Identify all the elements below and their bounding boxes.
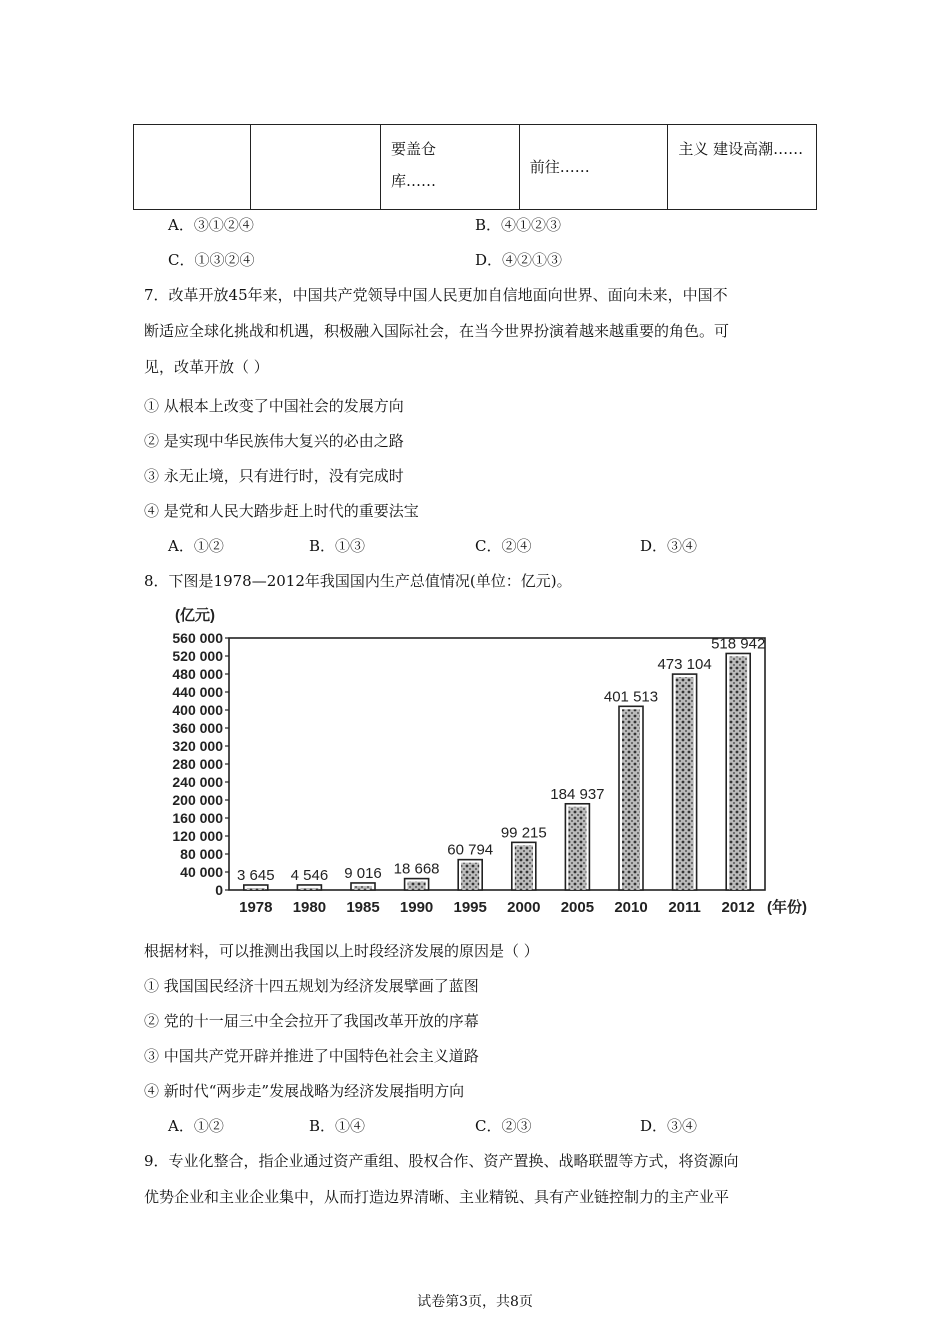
q9-line-2: 优势企业和主业企业集中，从而打造边界清晰、主业精锐、具有产业链控制力的主产业平 xyxy=(144,1188,730,1206)
q7-item-1: ① 从根本上改变了中国社会的发展方向 xyxy=(144,397,404,415)
x-tick-label: 2010 xyxy=(614,899,648,916)
y-tick-label: 120 000 xyxy=(172,828,223,844)
bar xyxy=(300,888,318,890)
q7-option-a[interactable]: A．①② xyxy=(168,537,224,555)
q7-item-2: ② 是实现中华民族伟大复兴的必由之路 xyxy=(144,432,404,450)
x-tick-label: 2012 xyxy=(721,899,755,916)
x-tick-label: 1985 xyxy=(346,899,380,916)
y-tick-label: 560 000 xyxy=(172,630,223,646)
q8-item-3: ③ 中国共产党开辟并推进了中国特色社会主义道路 xyxy=(144,1047,479,1065)
bar-value-label: 518 942 xyxy=(711,635,766,653)
bar xyxy=(408,882,426,890)
x-tick-label: 1980 xyxy=(292,899,327,916)
q6-option-d[interactable]: D．④②①③ xyxy=(475,251,563,269)
x-tick-label: 1995 xyxy=(453,899,487,916)
q9-line-1: 9．专业化整合，指企业通过资产重组、股权合作、资产置换、战略联盟等方式，将资源向 xyxy=(144,1152,739,1170)
bar xyxy=(568,807,586,890)
y-tick-label: 80 000 xyxy=(180,846,223,862)
q8-item-2: ② 党的十一届三中全会拉开了我国改革开放的序幕 xyxy=(144,1012,479,1030)
q8-option-a[interactable]: A．①② xyxy=(168,1117,224,1135)
bar xyxy=(461,863,479,890)
page-footer: 试卷第3页，共8页 xyxy=(417,1294,533,1310)
history-table xyxy=(133,124,817,210)
q8-option-b[interactable]: B．①④ xyxy=(309,1117,366,1135)
bar xyxy=(354,886,372,890)
q8-item-1: ① 我国国民经济十四五规划为经济发展擘画了蓝图 xyxy=(144,977,479,995)
bar-value-label: 184 937 xyxy=(550,785,605,803)
x-axis-label: (年份) xyxy=(767,899,807,916)
y-tick-label: 480 000 xyxy=(172,666,223,682)
gdp-bar-chart xyxy=(165,600,825,920)
bar-value-label: 18 668 xyxy=(393,860,440,878)
bar xyxy=(676,677,694,890)
q7-stem-line-1: 7．改革开放45年来，中国共产党领导中国人民更加自信地面向世界、面向未来，中国不 xyxy=(144,286,728,304)
bar-value-label: 9 016 xyxy=(344,864,382,882)
table-cell-5: 主义 建设高潮…… xyxy=(668,125,817,210)
y-tick-label: 360 000 xyxy=(172,720,223,736)
table-cell-4: 前往…… xyxy=(519,125,668,210)
q7-stem-line-2: 断适应全球化挑战和机遇，积极融入国际社会，在当今世界扮演着越来越重要的角色。可 xyxy=(144,322,730,340)
y-tick-label: 280 000 xyxy=(172,756,223,772)
bar xyxy=(729,656,747,890)
q8-option-c[interactable]: C．②③ xyxy=(475,1117,532,1135)
q6-option-a[interactable]: A．③①②④ xyxy=(168,216,254,234)
q8-option-d[interactable]: D．③④ xyxy=(640,1117,698,1135)
bar-value-label: 3 645 xyxy=(237,867,275,884)
bar-value-label: 473 104 xyxy=(657,656,712,674)
y-tick-label: 200 000 xyxy=(172,792,223,808)
q7-option-d[interactable]: D．③④ xyxy=(640,537,698,555)
y-tick-label: 40 000 xyxy=(180,864,223,880)
y-axis-label: (亿元) xyxy=(175,607,215,624)
q7-option-b[interactable]: B．①③ xyxy=(309,537,366,555)
bar xyxy=(247,888,265,890)
table-cell-2 xyxy=(250,125,380,210)
bar xyxy=(515,845,533,890)
bar xyxy=(622,709,640,890)
x-tick-label: 1990 xyxy=(399,899,434,916)
y-tick-label: 240 000 xyxy=(172,774,223,790)
y-tick-label: 440 000 xyxy=(172,684,223,700)
y-tick-label: 0 xyxy=(215,882,223,898)
q7-stem-line-3: 见，改革开放（ ） xyxy=(144,358,269,376)
y-tick-label: 160 000 xyxy=(172,810,223,826)
q6-option-c[interactable]: C．①③②④ xyxy=(168,251,255,269)
x-tick-label: 2005 xyxy=(560,899,595,916)
q7-option-c[interactable]: C．②④ xyxy=(475,537,532,555)
q7-item-3: ③ 永无止境，只有进行时，没有完成时 xyxy=(144,467,404,485)
y-tick-label: 520 000 xyxy=(172,648,223,664)
x-tick-label: 2000 xyxy=(507,899,541,916)
y-tick-label: 320 000 xyxy=(172,738,223,754)
bar-value-label: 60 794 xyxy=(447,841,494,859)
q8-stem: 8．下图是1978—2012年我国国内生产总值情况(单位：亿元)。 xyxy=(144,572,572,590)
table-cell-3: 要盖仓库…… xyxy=(381,125,520,210)
bar-value-label: 4 546 xyxy=(290,866,329,884)
y-tick-label: 400 000 xyxy=(172,702,223,718)
q8-item-4: ④ 新时代“两步走”发展战略为经济发展指明方向 xyxy=(144,1082,465,1100)
q6-option-b[interactable]: B．④①②③ xyxy=(475,216,562,234)
q7-item-4: ④ 是党和人民大踏步赶上时代的重要法宝 xyxy=(144,502,419,520)
x-tick-label: 2011 xyxy=(668,899,701,916)
q8-question: 根据材料，可以推测出我国以上时段经济发展的原因是（ ） xyxy=(144,942,539,960)
table-row xyxy=(134,125,817,210)
table-cell-1 xyxy=(134,125,251,210)
x-tick-label: 1978 xyxy=(239,899,273,916)
bar-value-label: 99 215 xyxy=(500,824,547,842)
bar-value-label: 401 513 xyxy=(603,688,659,706)
